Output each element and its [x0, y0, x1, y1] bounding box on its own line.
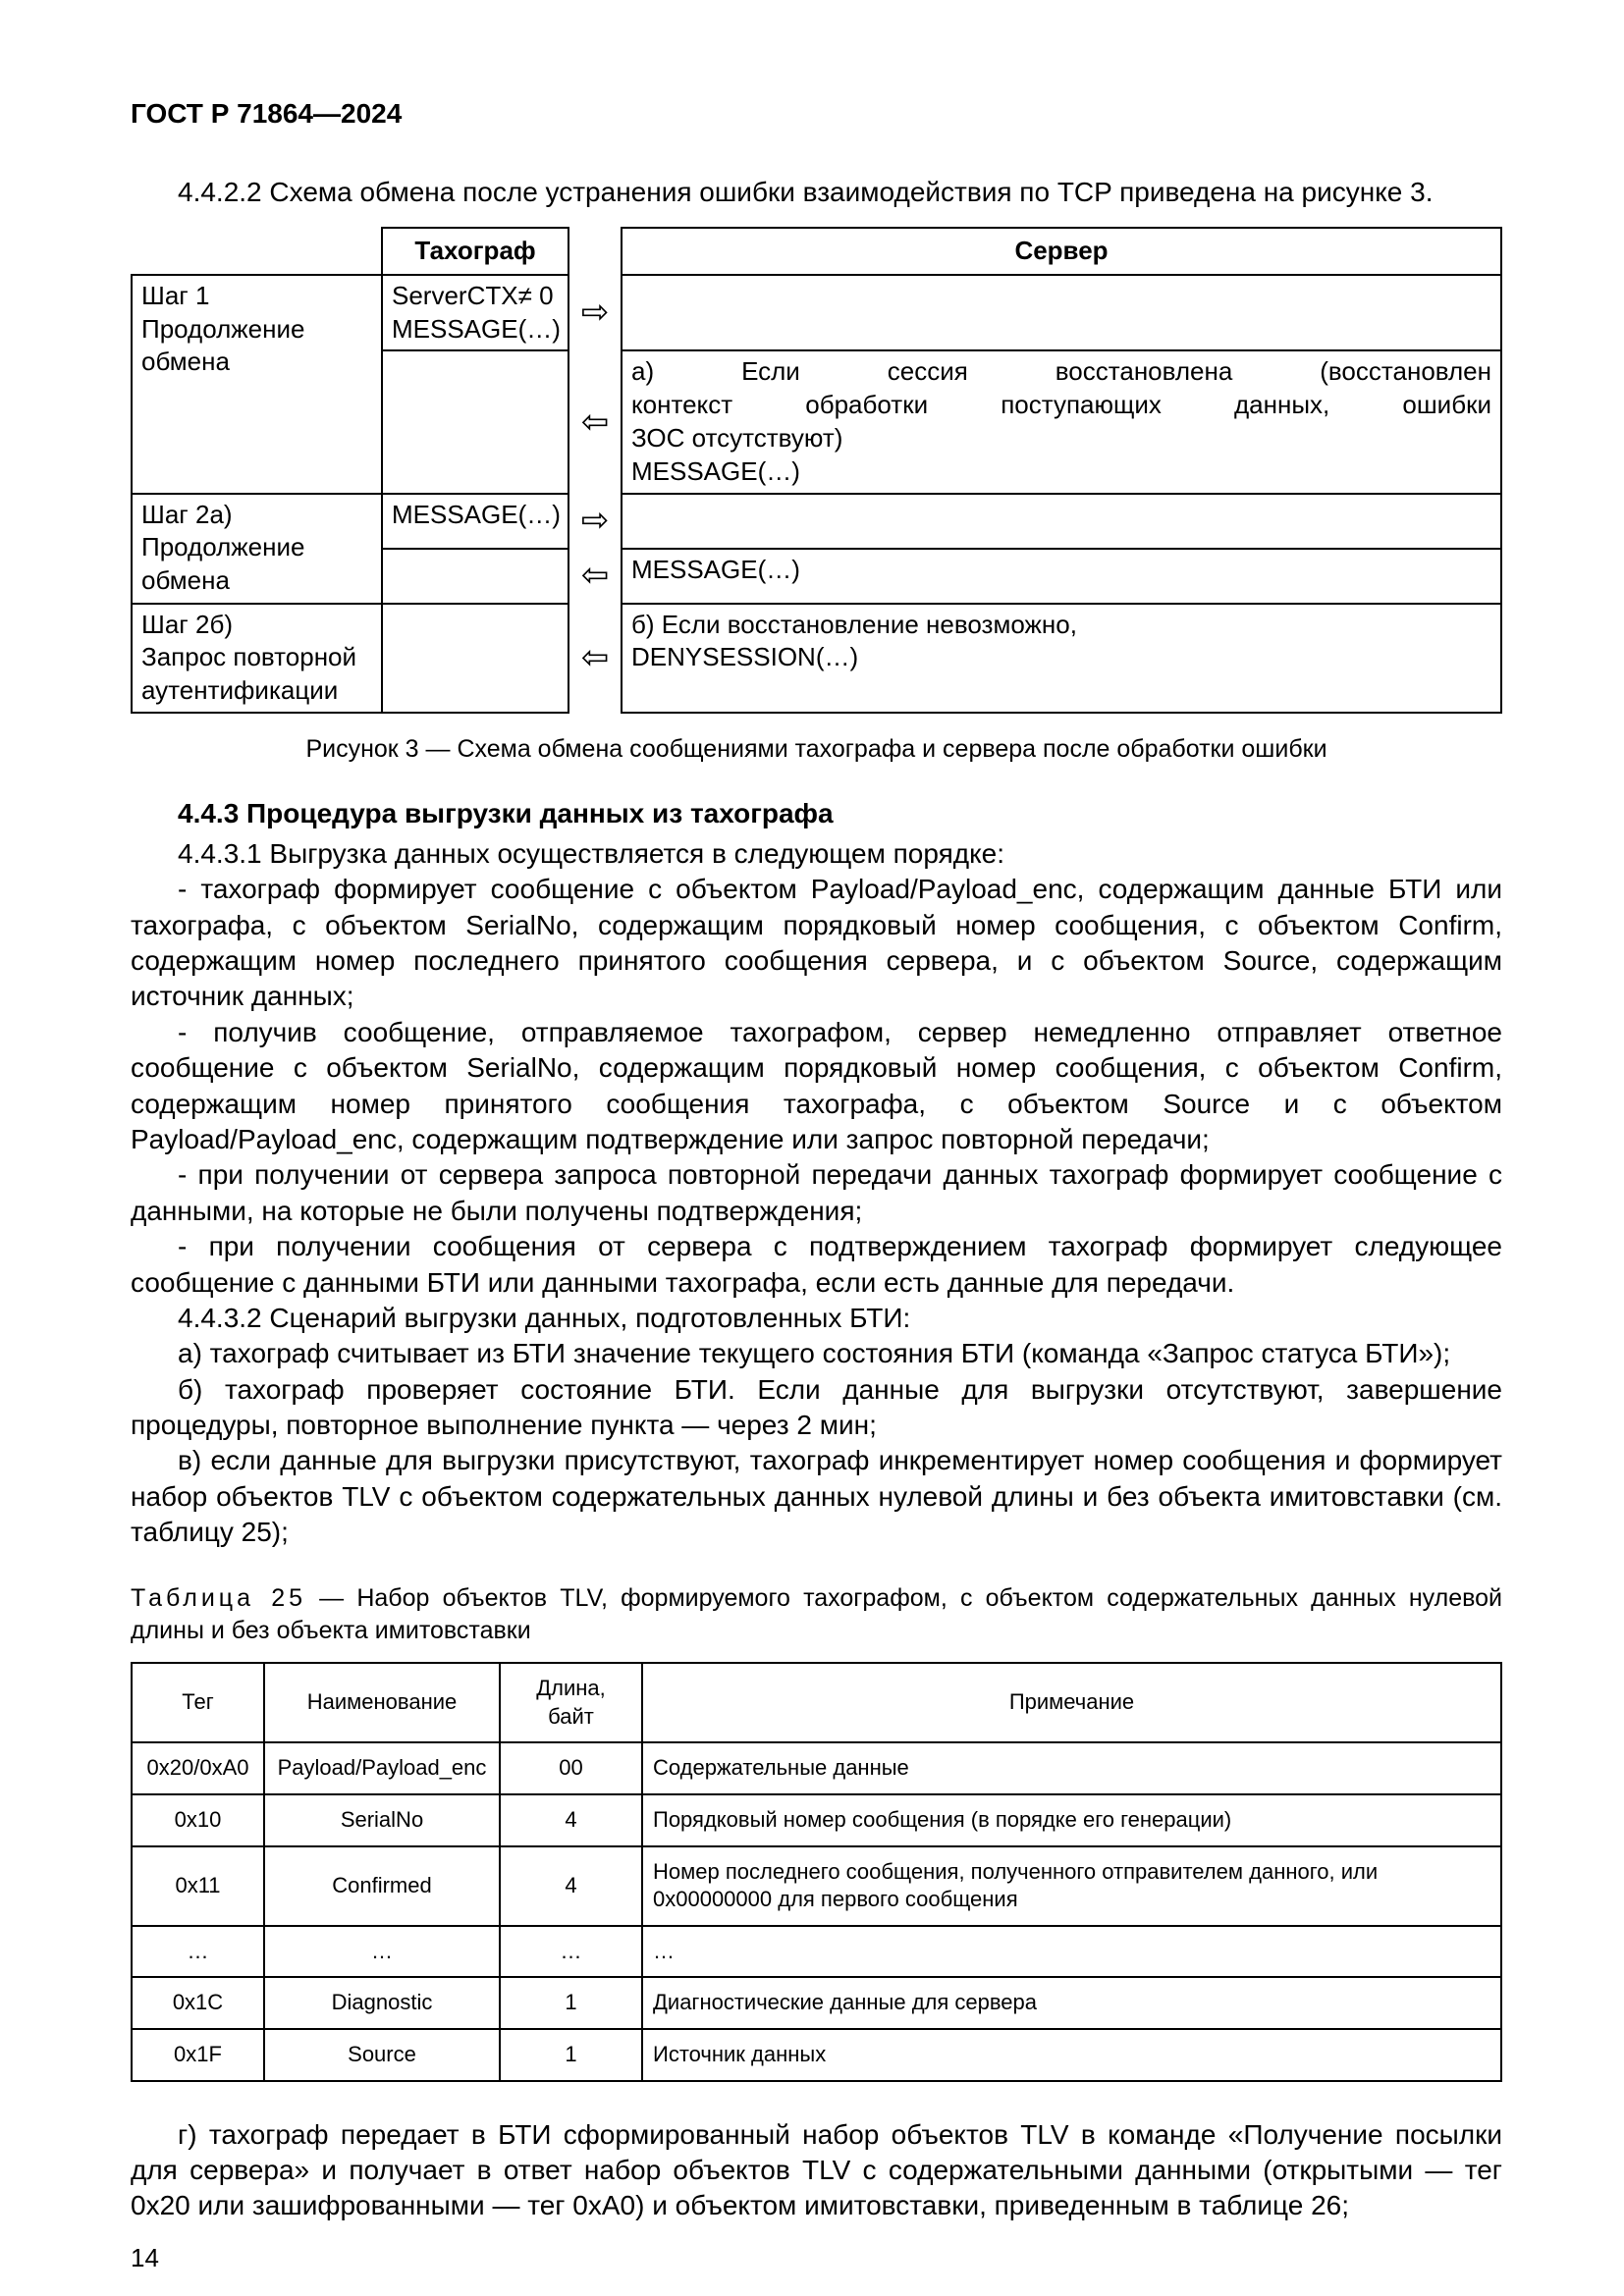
figure-server-header: Сервер [622, 228, 1501, 275]
paragraph-item-g: г) тахограф передает в БТИ сформированный набор объектов TLV в команде «Получение посылки для сервера» и получает в ответ набор объектов TLV с содержательными данными (открытыми — тег 0x20 или зашифрованными — тег 0xA0) и объектом имитовставки, приведенным в таблице 26; [131, 2118, 1502, 2221]
table-cell: 00 [500, 1742, 642, 1794]
arrow-left-icon: ⇦ [580, 639, 610, 677]
figure-step1-server-response: а) Если сессия восстановлена (восстановлен контекст обработки поступающих данных, ошибки ЗОС отсутствуют) MESSAGE(…) [622, 350, 1501, 493]
paragraph-dash-3: - при получении от сервера запроса повторной передачи данных тахограф формирует сообщение с данными, на которые не были получены подтверждения; [131, 1159, 1502, 1226]
table-cell: 1 [500, 2029, 642, 2081]
figure3-caption: Рисунок 3 — Схема обмена сообщениями тахографа и сервера после обработки ошибки [305, 734, 1327, 763]
table25-label: Таблица 25 [131, 1583, 306, 1612]
table-cell: Source [264, 2029, 500, 2081]
table25-header-cell: Длина, байт [500, 1663, 642, 1742]
table25-title [131, 1582, 1502, 1649]
figure-step2b-tachograph-empty [382, 604, 568, 713]
table-row [132, 1977, 1501, 2029]
figure-row-step2a-out [132, 494, 1501, 549]
table-row [132, 1742, 1501, 1794]
table25-title-text: — Набор объектов TLV, формируемого тахографом, с объектом содержательных данных нулевой длины и без объекта имитовставки [131, 1583, 1502, 1645]
section-heading-4-4-3: 4.4.3 Процедура выгрузки данных из тахографа [178, 798, 834, 829]
table25-header-cell: Тег [132, 1663, 264, 1742]
table-cell: … [642, 1926, 1501, 1978]
table-row [132, 1794, 1501, 1846]
doc-code-header: ГОСТ Р 71864—2024 [131, 98, 403, 129]
table-cell: Payload/Payload_enc [264, 1742, 500, 1794]
table-cell: Содержательные данные [642, 1742, 1501, 1794]
table-cell: Диагностические данные для сервера [642, 1977, 1501, 2029]
figure-row-step1-out [132, 275, 1501, 351]
table-cell: … [264, 1926, 500, 1978]
figure-step2b-label: Шаг 2б) Запрос повторной аутентификации [132, 604, 382, 713]
table-cell: Порядковый номер сообщения (в порядке его генерации) [642, 1794, 1501, 1846]
figure-arrow-gap [568, 228, 622, 275]
table-cell: 0x11 [132, 1846, 264, 1926]
table-cell: 1 [500, 1977, 642, 2029]
table25-header-cell: Примечание [642, 1663, 1501, 1742]
table-cell: 4 [500, 1794, 642, 1846]
paragraph-4-4-3-2: 4.4.3.2 Сценарий выгрузки данных, подготовленных БТИ: [178, 1302, 911, 1333]
figure-header-row [132, 228, 1501, 275]
figure-header-spacer [132, 228, 382, 275]
table25-header-cell: Наименование [264, 1663, 500, 1742]
arrow-left-icon: ⇦ [580, 402, 610, 441]
figure-step1-label: Шаг 1 Продолжение обмена [132, 275, 382, 494]
paragraph-4-4-2-2: 4.4.2.2 Схема обмена после устранения ошибки взаимодействия по TCP приведена на рисунке 3. [178, 177, 1434, 208]
figure-step2a-label: Шаг 2а) Продолжение обмена [132, 494, 382, 604]
arrow-right-icon: ⇨ [580, 502, 610, 540]
figure-row-step2b [132, 604, 1501, 713]
paragraph-item-v: в) если данные для выгрузки присутствуют, тахограф инкрементирует номер сообщения и формирует набор объектов TLV с объектом содержательных данных нулевой длины и без объекта имитовставки (см. таблицу 25); [131, 1445, 1502, 1548]
paragraph-dash-1: - тахограф формирует сообщение с объектом Payload/Payload_enc, содержащим данные БТИ или тахографа, с объектом SerialNo, содержащим порядковый номер сообщения, с объектом Confirm, содержащим номер последнего принятого сообщения сервера, и с объектом Source, содержащим источник данных; [131, 874, 1502, 1012]
table-row [132, 1926, 1501, 1978]
table-cell: Номер последнего сообщения, полученного отправителем данного, или 0x00000000 для первого сообщения [642, 1846, 1501, 1926]
table-cell: SerialNo [264, 1794, 500, 1846]
figure-step2a-server-empty [622, 494, 1501, 549]
paragraph-dash-4: - при получении сообщения от сервера с подтверждением тахограф формирует следующее сообщение с данными БТИ или данными тахографа, если есть данные для передачи. [131, 1231, 1502, 1298]
table-cell: … [500, 1926, 642, 1978]
figure-step2a-tachograph-empty [382, 549, 568, 604]
table-cell: 0x10 [132, 1794, 264, 1846]
table-cell: 0x20/0xA0 [132, 1742, 264, 1794]
arrow-left-icon: ⇦ [580, 557, 610, 595]
paragraph-4-4-3-1: 4.4.3.1 Выгрузка данных осуществляется в следующем порядке: [178, 837, 1005, 869]
page-number: 14 [131, 2242, 159, 2272]
table-cell: 4 [500, 1846, 642, 1926]
table-cell: … [132, 1926, 264, 1978]
table-cell: Diagnostic [264, 1977, 500, 2029]
table-cell: 0x1C [132, 1977, 264, 2029]
table-cell: 0x1F [132, 2029, 264, 2081]
figure-step2b-server-response: б) Если восстановление невозможно, DENYSESSION(…) [622, 604, 1501, 713]
paragraph-item-a: а) тахограф считывает из БТИ значение текущего состояния БТИ (команда «Запрос статуса БТИ»); [178, 1338, 1451, 1369]
figure3-diagram [131, 227, 1502, 714]
figure-step2a-server-response: MESSAGE(…) [622, 549, 1501, 604]
figure-step2a-tachograph-message: MESSAGE(…) [382, 494, 568, 549]
figure-step1-tachograph-message: ServerCTX≠ 0 MESSAGE(…) [382, 275, 568, 351]
table-cell: Confirmed [264, 1846, 500, 1926]
table-row [132, 2029, 1501, 2081]
paragraph-dash-2: - получив сообщение, отправляемое тахографом, сервер немедленно отправляет ответное сообщение с объектом SerialNo, содержащим порядковый номер сообщения, с объектом Confirm, содержащим номер принятого сообщения тахографа, с объектом Source и с объектом Payload/Payload_enc, содержащим подтверждение или запрос повторной передачи; [131, 1016, 1502, 1154]
paragraph-item-b: б) тахограф проверяет состояние БТИ. Если данные для выгрузки отсутствуют, завершение процедуры, повторное выполнение пункта — через 2 мин; [131, 1373, 1502, 1441]
table-row [132, 1846, 1501, 1926]
figure-step1-server-empty [622, 275, 1501, 351]
figure-step1-tachograph-empty [382, 350, 568, 493]
arrow-right-icon: ⇨ [580, 294, 610, 332]
table25-header-row [132, 1663, 1501, 1742]
table25 [131, 1662, 1502, 2081]
table-cell: Источник данных [642, 2029, 1501, 2081]
figure-tachograph-header: Тахограф [382, 228, 568, 275]
